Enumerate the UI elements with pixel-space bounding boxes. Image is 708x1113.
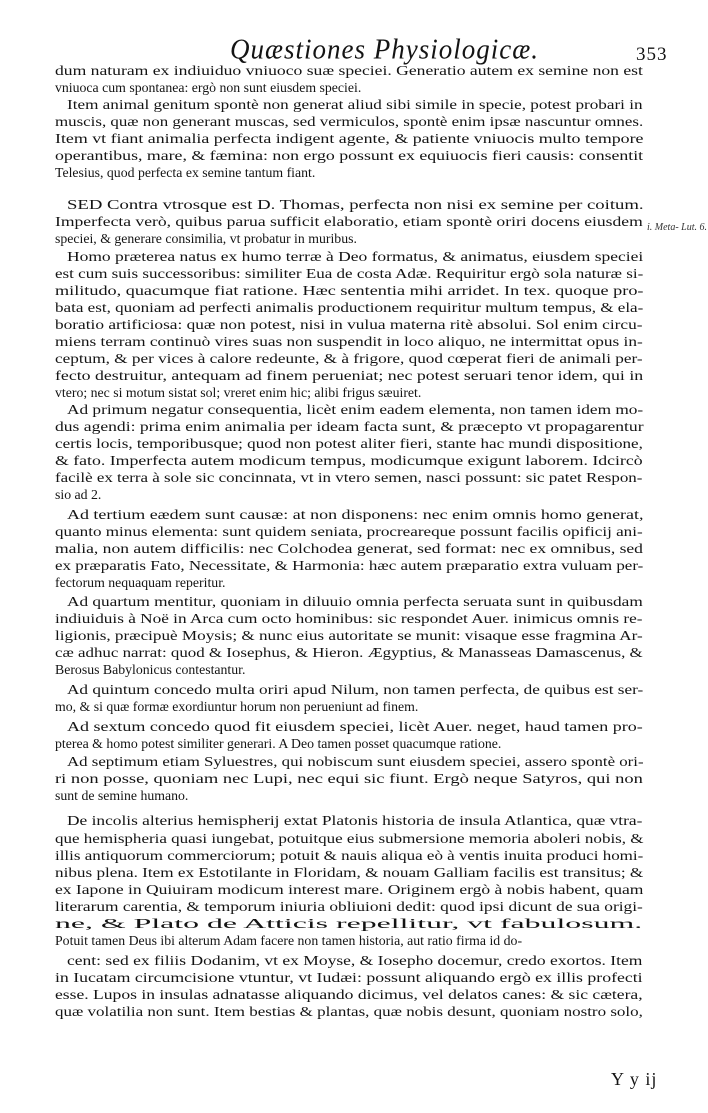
text-line: fectorum nequaquam reperitur. [55, 575, 226, 590]
text-line: dus agendi: prima enim animalia per ideam facta sunt, & præcepto vt propagarentur [55, 419, 644, 434]
text-line: indiuiduis à Noë in Arca cum octo hominibus: sic respondet Auer. inimicus omnis re- [55, 611, 643, 626]
text-line: Berosus Babylonicus contestantur. [55, 662, 246, 677]
text-line: mo, & si quæ formæ exordiuntur horum non perueniunt ad finem. [55, 699, 419, 714]
text-line: miens terram continuò vires suas non suspendit in loco aliquo, ne intermittat opus in- [55, 334, 643, 349]
text-line: dum naturam ex indiuiduo vniuoco suæ speciei. Generatio autem ex semine non est [55, 63, 643, 78]
text-line: certis locis, temporibusque; quod non potest aliter fieri, stante hac mundi dispositione, [55, 436, 643, 451]
page-number: 353 [636, 44, 668, 65]
text-line: quanto minus elementa: sunt quidem seniata, procreareque possunt facilis opificij ani- [55, 524, 643, 539]
text-line: Item animal genitum spontè non generat aliud sibi simile in specie, potest probari in [67, 97, 643, 112]
text-line: Telesius, quod perfecta ex semine tantum fiant. [55, 165, 316, 180]
text-line: literarum carentia, & temporum iniuria obliuioni dedit: quod ipsi dicunt de sua origi- [55, 899, 643, 914]
text-line: ri non posse, quoniam nec Lupi, nec equi sic fiunt. Ergò neque Satyros, qui non [55, 771, 643, 786]
text-line: muscis, quæ non generant muscas, sed vermiculos, spontè enim ipsæ nascuntur omnes. [55, 114, 644, 129]
text-line: Homo præterea natus ex humo terræ à Deo formatus, & animatus, eiusdem speciei [67, 249, 644, 264]
text-line: in Iucatam circumcisione vtuntur, vt Iudæi: possunt aliquando ergò ex illis profecti [55, 970, 643, 985]
text-line: Ad septimum etiam Syluestres, qui nobiscum sunt eiusdem speciei, assero spontè ori- [67, 754, 644, 769]
text-line: esse. Lupos in insulas adnatasse aliquando dicimus, vel delatos canes: & sic cætera, [55, 987, 643, 1002]
text-line: bata est, quoniam ad perfecti animalis productionem requiritur multum tempus, & ela- [55, 300, 644, 315]
text-line: boratio artificiosa: quæ non potest, nisi in vulua materna ritè absolui. Sol enim circu- [55, 317, 643, 332]
text-line: ex Iapone in Quiuiram modicum interest mare. Originem ergò à nobis habent, quam [55, 882, 644, 897]
text-line: operantibus, mare, & fæmina: non ergo possunt ex equiuocis fieri causis: consentit [55, 148, 644, 163]
text-line: SED Contra vtrosque est D. Thomas, perfecta non nisi ex semine per coitum. [67, 197, 644, 212]
text-line: Ad quintum concedo multa oriri apud Nilum, non tamen perfecta, de quibus est ser- [67, 682, 644, 697]
signature-mark: Y y ij [611, 1069, 658, 1089]
text-line: speciei, & generare consimilia, vt probatur in muribus. [55, 231, 357, 246]
text-line: nibus plena. Item ex Estotilante in Floridam, & nouam Galliam facilis est transitus; & [55, 865, 644, 880]
text-line: Imperfecta verò, quibus parua sufficit elaboratio, etiam spontè oriri docens eiusdem [55, 214, 643, 229]
text-line: sio ad 2. [55, 487, 102, 502]
text-line: facilè ex terra à sole sic concinnata, vt in vtero semen, nasci possunt: sic patet Respon- [55, 470, 643, 485]
text-line: vtero; nec si motum sistat sol; vreret enim hic; alibi frigus sæuiret. [55, 385, 422, 400]
text-line: ceptum, & per vices à calore redeunte, & à frigore, quod cœperat fieri de animali per- [55, 351, 643, 366]
text-line: cæ adhuc narrat: quod & Iosephus, & Hieron. Ægyptius, & Manasseas Damascenus, & [55, 645, 643, 660]
text-line: fecto destruitur, antequam ad finem perueniat; nec potest seruari tenor idem, qui in [55, 368, 644, 383]
text-line: cent: sed ex filiis Dodanim, vt ex Moyse, & Iosepho docemur, credo exortos. Item [67, 953, 643, 968]
margin-note: i. Meta- Lut. 6. [647, 222, 707, 233]
text-line: malia, non autem difficilis: nec Colchodea generat, sed format: nec ex omnibus, sed [55, 541, 643, 556]
text-line: sunt de semine humano. [55, 788, 189, 803]
text-line: Ad primum negatur consequentia, licèt enim eadem elementa, non tamen idem mo- [67, 402, 644, 417]
text-line: Potuit tamen Deus ibi alterum Adam facere non tamen historia, aut ratio firma id do- [55, 933, 523, 948]
text-line: pterea & homo potest similiter generari. A Deo tamen posset quacumque ratione. [55, 736, 502, 751]
text-line: Ad tertium eædem sunt causæ: at non disponens: nec enim omnis homo generat, [67, 507, 644, 522]
text-line: ne, & Plato de Atticis repellitur, vt fabulosum. [55, 916, 643, 931]
text-line: ex præparatis Fato, Necessitate, & Harmonia: hæc autem præparatio extra vuluam per- [55, 558, 644, 573]
text-line: De incolis alterius hemispherij extat Platonis historia de insula Atlantica, quæ vtra- [67, 813, 643, 828]
text-line: militudo, quacumque fiat ratione. Hæc sententia mihi arridet. In tex. quoque pro- [55, 283, 644, 298]
text-line: & fato. Imperfecta autem modicum tempus, modicumque exigunt laborem. Idcircò [55, 453, 643, 468]
text-line: que hemispheria quasi iungebat, potuitque eius submersione memoria aboleri nobis, & [55, 831, 644, 846]
running-title: Quæstiones Physiologicæ. [230, 33, 539, 65]
text-line: vniuoca cum spontanea: ergò non sunt eiusdem speciei. [55, 80, 362, 95]
text-line: illis antiquorum commerciorum; potuit & nauis aliqua eò à ventis inuita produci homi- [55, 848, 644, 863]
text-line: ligionis, præcipuè Moysis; & nunc eius autoritate se munit: visaque esse fragmina Ar- [55, 628, 643, 643]
text-line: Ad sextum concedo quod fit eiusdem speciei, licèt Auer. neget, haud tamen pro- [67, 719, 643, 734]
text-line: Item vt fiant animalia perfecta indigent agente, & patiente vniuocis multo tempore [55, 131, 644, 146]
page-header [0, 14, 708, 64]
text-line: quæ volatilia non sunt. Item bestias & plantas, quæ nobis desunt, quoniam nostro solo, [55, 1004, 643, 1019]
text-line: est cum suis successoribus: similiter Eua de costa Adæ. Requiritur ergò sola naturæ si- [55, 266, 644, 281]
text-line: Ad quartum mentitur, quoniam in diluuio omnia perfecta seruata sunt in quibusdam [67, 594, 643, 609]
